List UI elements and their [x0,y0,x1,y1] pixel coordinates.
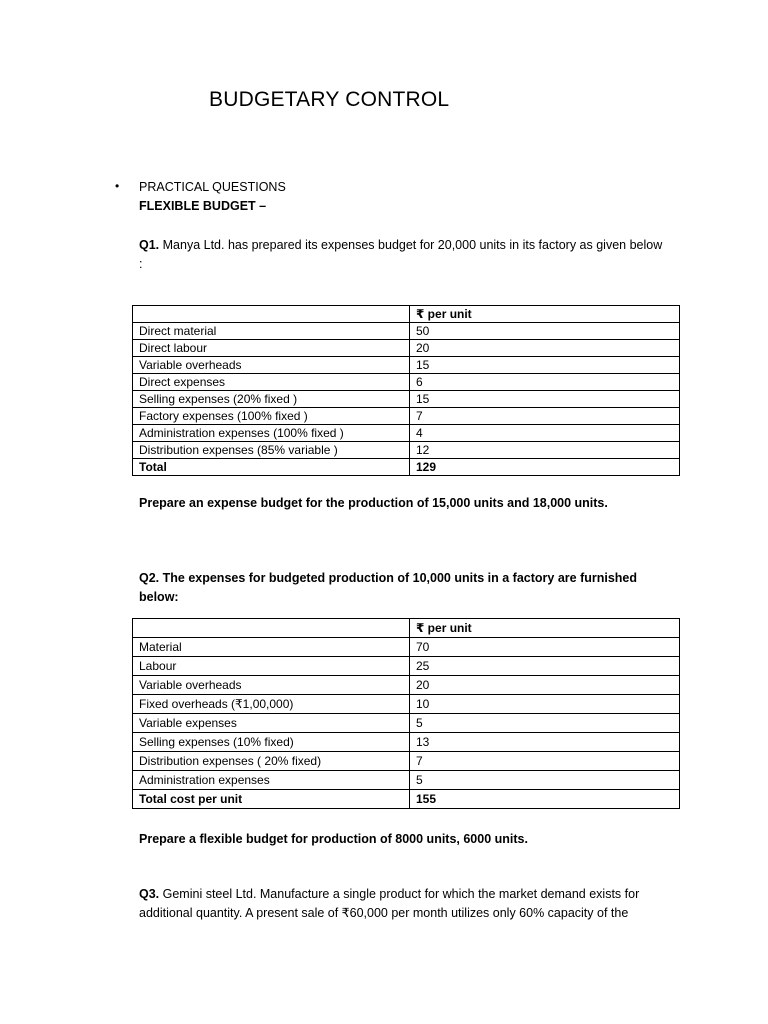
table-row [133,733,680,752]
table-cell-value: ₹ per unit [410,619,680,638]
question-3-number: Q3. [139,887,160,901]
table-row [133,442,680,459]
table-row [133,357,680,374]
table-cell-value: 10 [410,695,680,714]
table-row [133,391,680,408]
question-3 [139,885,669,923]
question-1 [139,236,669,274]
q1-expense-table [132,305,680,476]
table-total-row [133,459,680,476]
table-cell-value: ₹ per unit [410,306,680,323]
table-cell-item: Total [133,459,410,476]
table-cell-item: Labour [133,657,410,676]
question-2-prompt: Prepare a flexible budget for production of 8000 units, 6000 units. [139,832,528,846]
table-cell-item: Direct expenses [133,374,410,391]
table-row [133,714,680,733]
table-cell-item: Distribution expenses ( 20% fixed) [133,752,410,771]
table-cell-value: 13 [410,733,680,752]
table-row [133,657,680,676]
table-cell-item: Variable overheads [133,357,410,374]
question-1-number: Q1. [139,238,160,252]
table-row [133,408,680,425]
table-cell-value: 4 [410,425,680,442]
table-cell-value: 5 [410,714,680,733]
table-cell-value: 70 [410,638,680,657]
question-1-text: Manya Ltd. has prepared its expenses budget for 20,000 units in its factory as given below : [139,238,663,271]
table-cell-value: 155 [410,790,680,809]
section-label: PRACTICAL QUESTIONS [139,180,286,194]
table-row [133,374,680,391]
table-cell-item [133,619,410,638]
table-row [133,771,680,790]
page-title: BUDGETARY CONTROL [209,88,450,111]
table-row [133,323,680,340]
table-cell-item: Administration expenses [133,771,410,790]
table-cell-value: 15 [410,357,680,374]
bullet-icon: • [115,179,120,193]
table-cell-item: Total cost per unit [133,790,410,809]
table-cell-value: 12 [410,442,680,459]
table-cell-item: Direct labour [133,340,410,357]
q2-expense-table [132,618,680,809]
table-cell-value: 5 [410,771,680,790]
table-cell-item: Variable expenses [133,714,410,733]
table-cell-item: Distribution expenses (85% variable ) [133,442,410,459]
table-cell-item: Fixed overheads (₹1,00,000) [133,695,410,714]
table-cell-value: 7 [410,752,680,771]
table-header-row [133,619,680,638]
table-total-row [133,790,680,809]
question-3-text: Gemini steel Ltd. Manufacture a single product for which the market demand exists for additional quantity. A present sale of ₹60,000 per month utilizes only 60% capacity of the [139,887,640,920]
table-cell-value: 129 [410,459,680,476]
table-header-row [133,306,680,323]
table-row [133,752,680,771]
question-2: Q2. The expenses for budgeted production of 10,000 units in a factory are furnished below: [139,571,638,604]
table-row [133,340,680,357]
question-1-prompt: Prepare an expense budget for the production of 15,000 units and 18,000 units. [139,496,608,510]
table-cell-item: Direct material [133,323,410,340]
table-cell-value: 25 [410,657,680,676]
table-cell-value: 7 [410,408,680,425]
table-cell-value: 20 [410,676,680,695]
section-subheading: FLEXIBLE BUDGET – [139,199,267,213]
table-cell-item: Administration expenses (100% fixed ) [133,425,410,442]
table-cell-item: Selling expenses (20% fixed ) [133,391,410,408]
table-row [133,425,680,442]
table-row [133,695,680,714]
table-cell-item: Factory expenses (100% fixed ) [133,408,410,425]
table-cell-item [133,306,410,323]
table-row [133,638,680,657]
table-cell-value: 20 [410,340,680,357]
table-cell-item: Variable overheads [133,676,410,695]
table-row [133,676,680,695]
table-cell-item: Material [133,638,410,657]
table-cell-value: 50 [410,323,680,340]
table-cell-value: 6 [410,374,680,391]
table-cell-item: Selling expenses (10% fixed) [133,733,410,752]
table-cell-value: 15 [410,391,680,408]
